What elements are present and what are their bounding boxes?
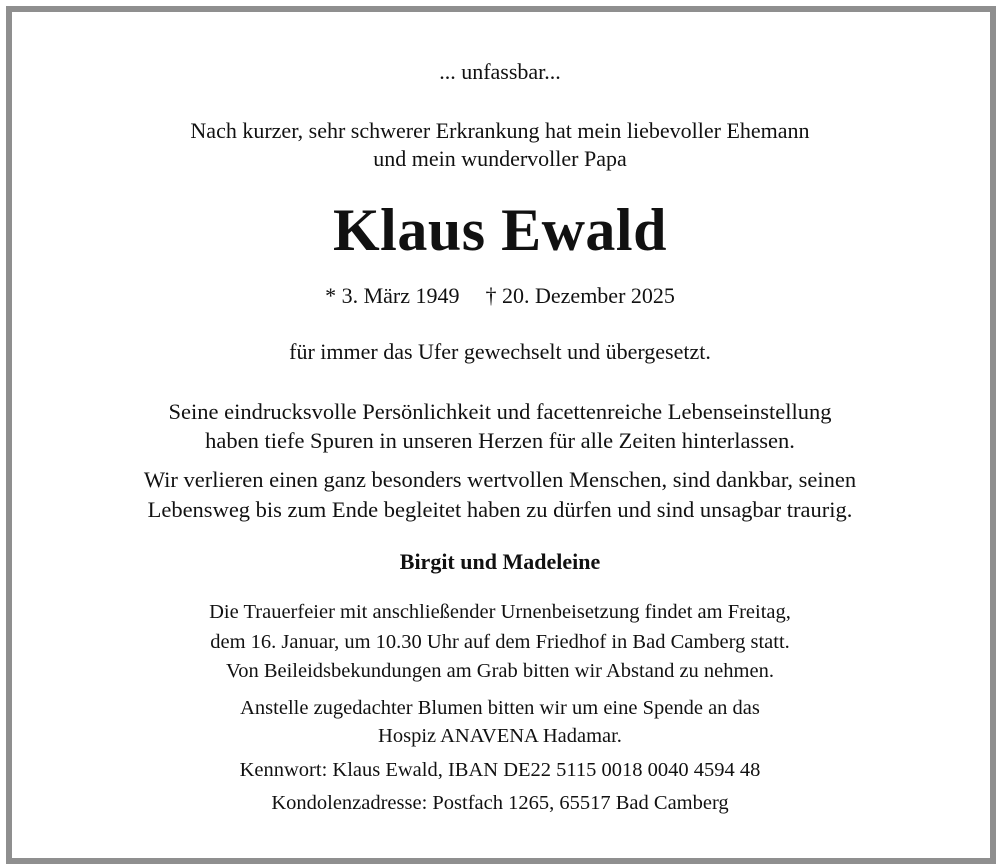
signature: Birgit und Madeleine bbox=[399, 549, 601, 574]
birth-date: * 3. März 1949 bbox=[325, 283, 460, 308]
donation-bank-details: Kennwort: Klaus Ewald, IBAN DE22 5115 0018 0040 4594 48 bbox=[239, 759, 761, 781]
announcement-line-1: Nach kurzer, sehr schwerer Erkrankung hat mein liebevoller Ehemann bbox=[190, 118, 810, 143]
donation-line-2: Hospiz ANAVENA Hadamar. bbox=[378, 725, 622, 747]
life-dates bbox=[0, 283, 1000, 309]
funeral-info-line-2: dem 16. Januar, um 10.30 Uhr auf dem Friedhof in Bad Camberg statt. bbox=[210, 631, 790, 653]
death-date: † 20. Dezember 2025 bbox=[485, 283, 675, 308]
tribute-line-2: haben tiefe Spuren in unseren Herzen für alle Zeiten hinterlassen. bbox=[205, 428, 795, 453]
donation-line-1: Anstelle zugedachter Blumen bitten wir um eine Spende an das bbox=[240, 697, 760, 719]
announcement-line-3: für immer das Ufer gewechselt und übergesetzt. bbox=[289, 339, 711, 364]
funeral-info-line-1: Die Trauerfeier mit anschließender Urnenbeisetzung findet am Freitag, bbox=[209, 601, 791, 623]
tribute-line-4: Lebensweg bis zum Ende begleitet haben zu dürfen und sind unsagbar traurig. bbox=[147, 497, 853, 522]
funeral-info-line-3: Von Beileidsbekundungen am Grab bitten wir Abstand zu nehmen. bbox=[226, 660, 774, 682]
condolence-address: Kondolenzadresse: Postfach 1265, 65517 Bad Camberg bbox=[271, 792, 729, 814]
announcement-line-2: und mein wundervoller Papa bbox=[373, 146, 627, 171]
tribute-line-3: Wir verlieren einen ganz besonders wertvollen Menschen, sind dankbar, seinen bbox=[143, 467, 857, 492]
deceased-name: Klaus Ewald bbox=[333, 197, 667, 263]
tribute-line-1: Seine eindrucksvolle Persönlichkeit und facettenreiche Lebenseinstellung bbox=[168, 399, 832, 424]
intro-text: ... unfassbar... bbox=[439, 59, 561, 84]
